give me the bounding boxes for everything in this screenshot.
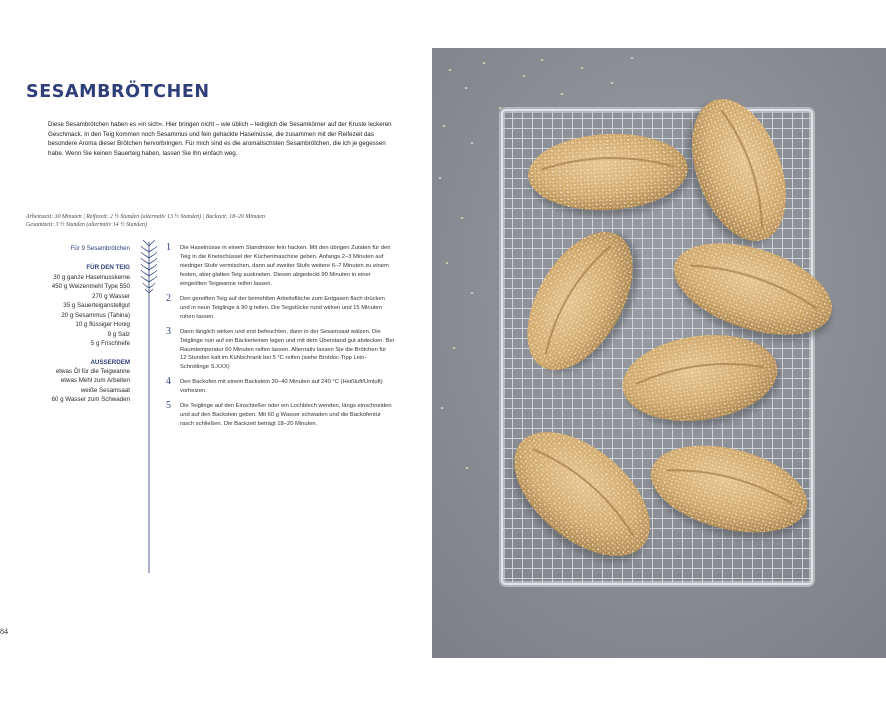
- step-2: [166, 292, 394, 322]
- times-work-rest-bake: Arbeitszeit: 30 Minuten | Reifezeit: 2 ½ Stunden (alternativ 13 ½ Stunden) | Backzeit: 18–20 Minuten: [26, 214, 265, 220]
- step-number: 4: [166, 376, 171, 388]
- step-1: [166, 244, 394, 289]
- ingredient-item: 35 g Sauerteiganstellgut: [63, 302, 130, 310]
- step-number: 2: [166, 292, 171, 304]
- left-page: [0, 0, 432, 708]
- step-number: 3: [166, 325, 171, 337]
- ingredient-item: 20 g Sesammus (Tahina): [61, 311, 130, 319]
- ingredient-item: 60 g Wasser zum Schwaden: [51, 396, 130, 404]
- recipe-yield: Für 9 Sesambrötchen: [70, 245, 130, 252]
- step-text: Dann länglich wirken und erst befeuchten, dann in der Sesamsaat wälzen. Die Teiglinge nun auf ein Bäckerleinen legen und mit dem Überstand gut abdecken. Bei Raumtemperatur 60 Minuten reifen lassen. Alternativ lassen Sie die Brötchen für 12 Stunden kalt im Kühlschrank bei 5 °C reifen (siehe Brotdoc-Tipp Lein-Schrotlinge S.XXX): [180, 328, 394, 371]
- extra-heading: AUSSERDEM: [90, 358, 130, 366]
- ingredient-item: 30 g ganze Haselnusskerne: [53, 273, 130, 281]
- page-number: 84: [0, 627, 8, 636]
- step-text: Die Teiglinge auf den Einschießer oder ein Lochblech wenden, längs einschneiden und auf den Backstein geben. Mit 60 g Wasser schwaden und die Backofentür rasch schließen. Die Backzeit beträgt 18–20 Minuten.: [180, 403, 392, 428]
- step-3: [166, 325, 394, 373]
- step-text: Den gereiften Teig auf der bemehlten Arbeitsfläche zum Entgasen flach drücken und in neun Teiglinge à 90 g teilen. Die Teigstücke rund wirken und 15 Minuten ruhen lassen.: [180, 295, 385, 320]
- wheat-ear-icon: [139, 240, 159, 575]
- ingredient-list: [30, 244, 130, 405]
- ingredient-item: weiße Sesamsaat: [80, 386, 130, 394]
- dough-heading: FÜR DEN TEIG: [86, 264, 130, 272]
- ingredient-item: 10 g flüssiger Honig: [75, 321, 130, 329]
- step-4: [166, 378, 394, 396]
- recipe-times: [26, 213, 406, 229]
- recipe-title: SESAMBRÖTCHEN: [26, 82, 210, 102]
- step-5: [166, 402, 394, 429]
- ingredient-item: 9 g Salz: [107, 330, 130, 338]
- recipe-intro: Diese Sesambrötchen haben es »in sich«. Hier bringen nicht – wie üblich – lediglich die Sesamkörner auf der Kruste leckeren Geschmack. In den Teig kommen noch Sesammus und fein gehackte Haselnüsse, die zusammen mit der Reifezeit das besondere Aroma dieser Brötchen hervorbringen. Für mich sind es die aromatischsten Sesambrötchen, die ich je gegessen habe. Wenn Sie keinen Sauerteig haben, lassen Sie ihn einfach weg.: [48, 121, 392, 157]
- ingredient-item: etwas Mehl zum Arbeiten: [60, 377, 130, 385]
- step-text: Die Haselnüsse in einem Standmixer fein hacken. Mit den übrigen Zutaten für den Teig in die Knetschüssel der Küchenmaschine geben. Anfangs 2–3 Minuten auf niedriger Stufe vermischen, dann auf zweiter Stufe weitere 6–7 Minuten zu einem festen, aber glatten Teig auskneten. Diesen abgedeckt 90 Minuten in einer eingeölten Teigwanne reifen lassen.: [180, 245, 391, 287]
- times-total: Gesamtzeit: 3 ½ Stunden (alternativ 14 ½ Stunden): [26, 222, 147, 228]
- step-text: Den Backofen mit einem Backstein 30–40 Minuten auf 240 °C (Heißluft/Umluft) vorheizen.: [180, 379, 383, 395]
- sesame-rolls-photo: [432, 48, 886, 658]
- ingredient-item: 450 g Weizenmehl Type 550: [51, 283, 130, 291]
- preparation-steps: [166, 244, 394, 435]
- ingredient-item: 270 g Wasser: [92, 292, 130, 300]
- step-number: 1: [166, 242, 171, 253]
- ingredient-item: etwas Öl für die Teigwanne: [55, 367, 130, 375]
- ingredient-item: 5 g Frischhefe: [90, 340, 130, 348]
- step-number: 5: [166, 400, 171, 412]
